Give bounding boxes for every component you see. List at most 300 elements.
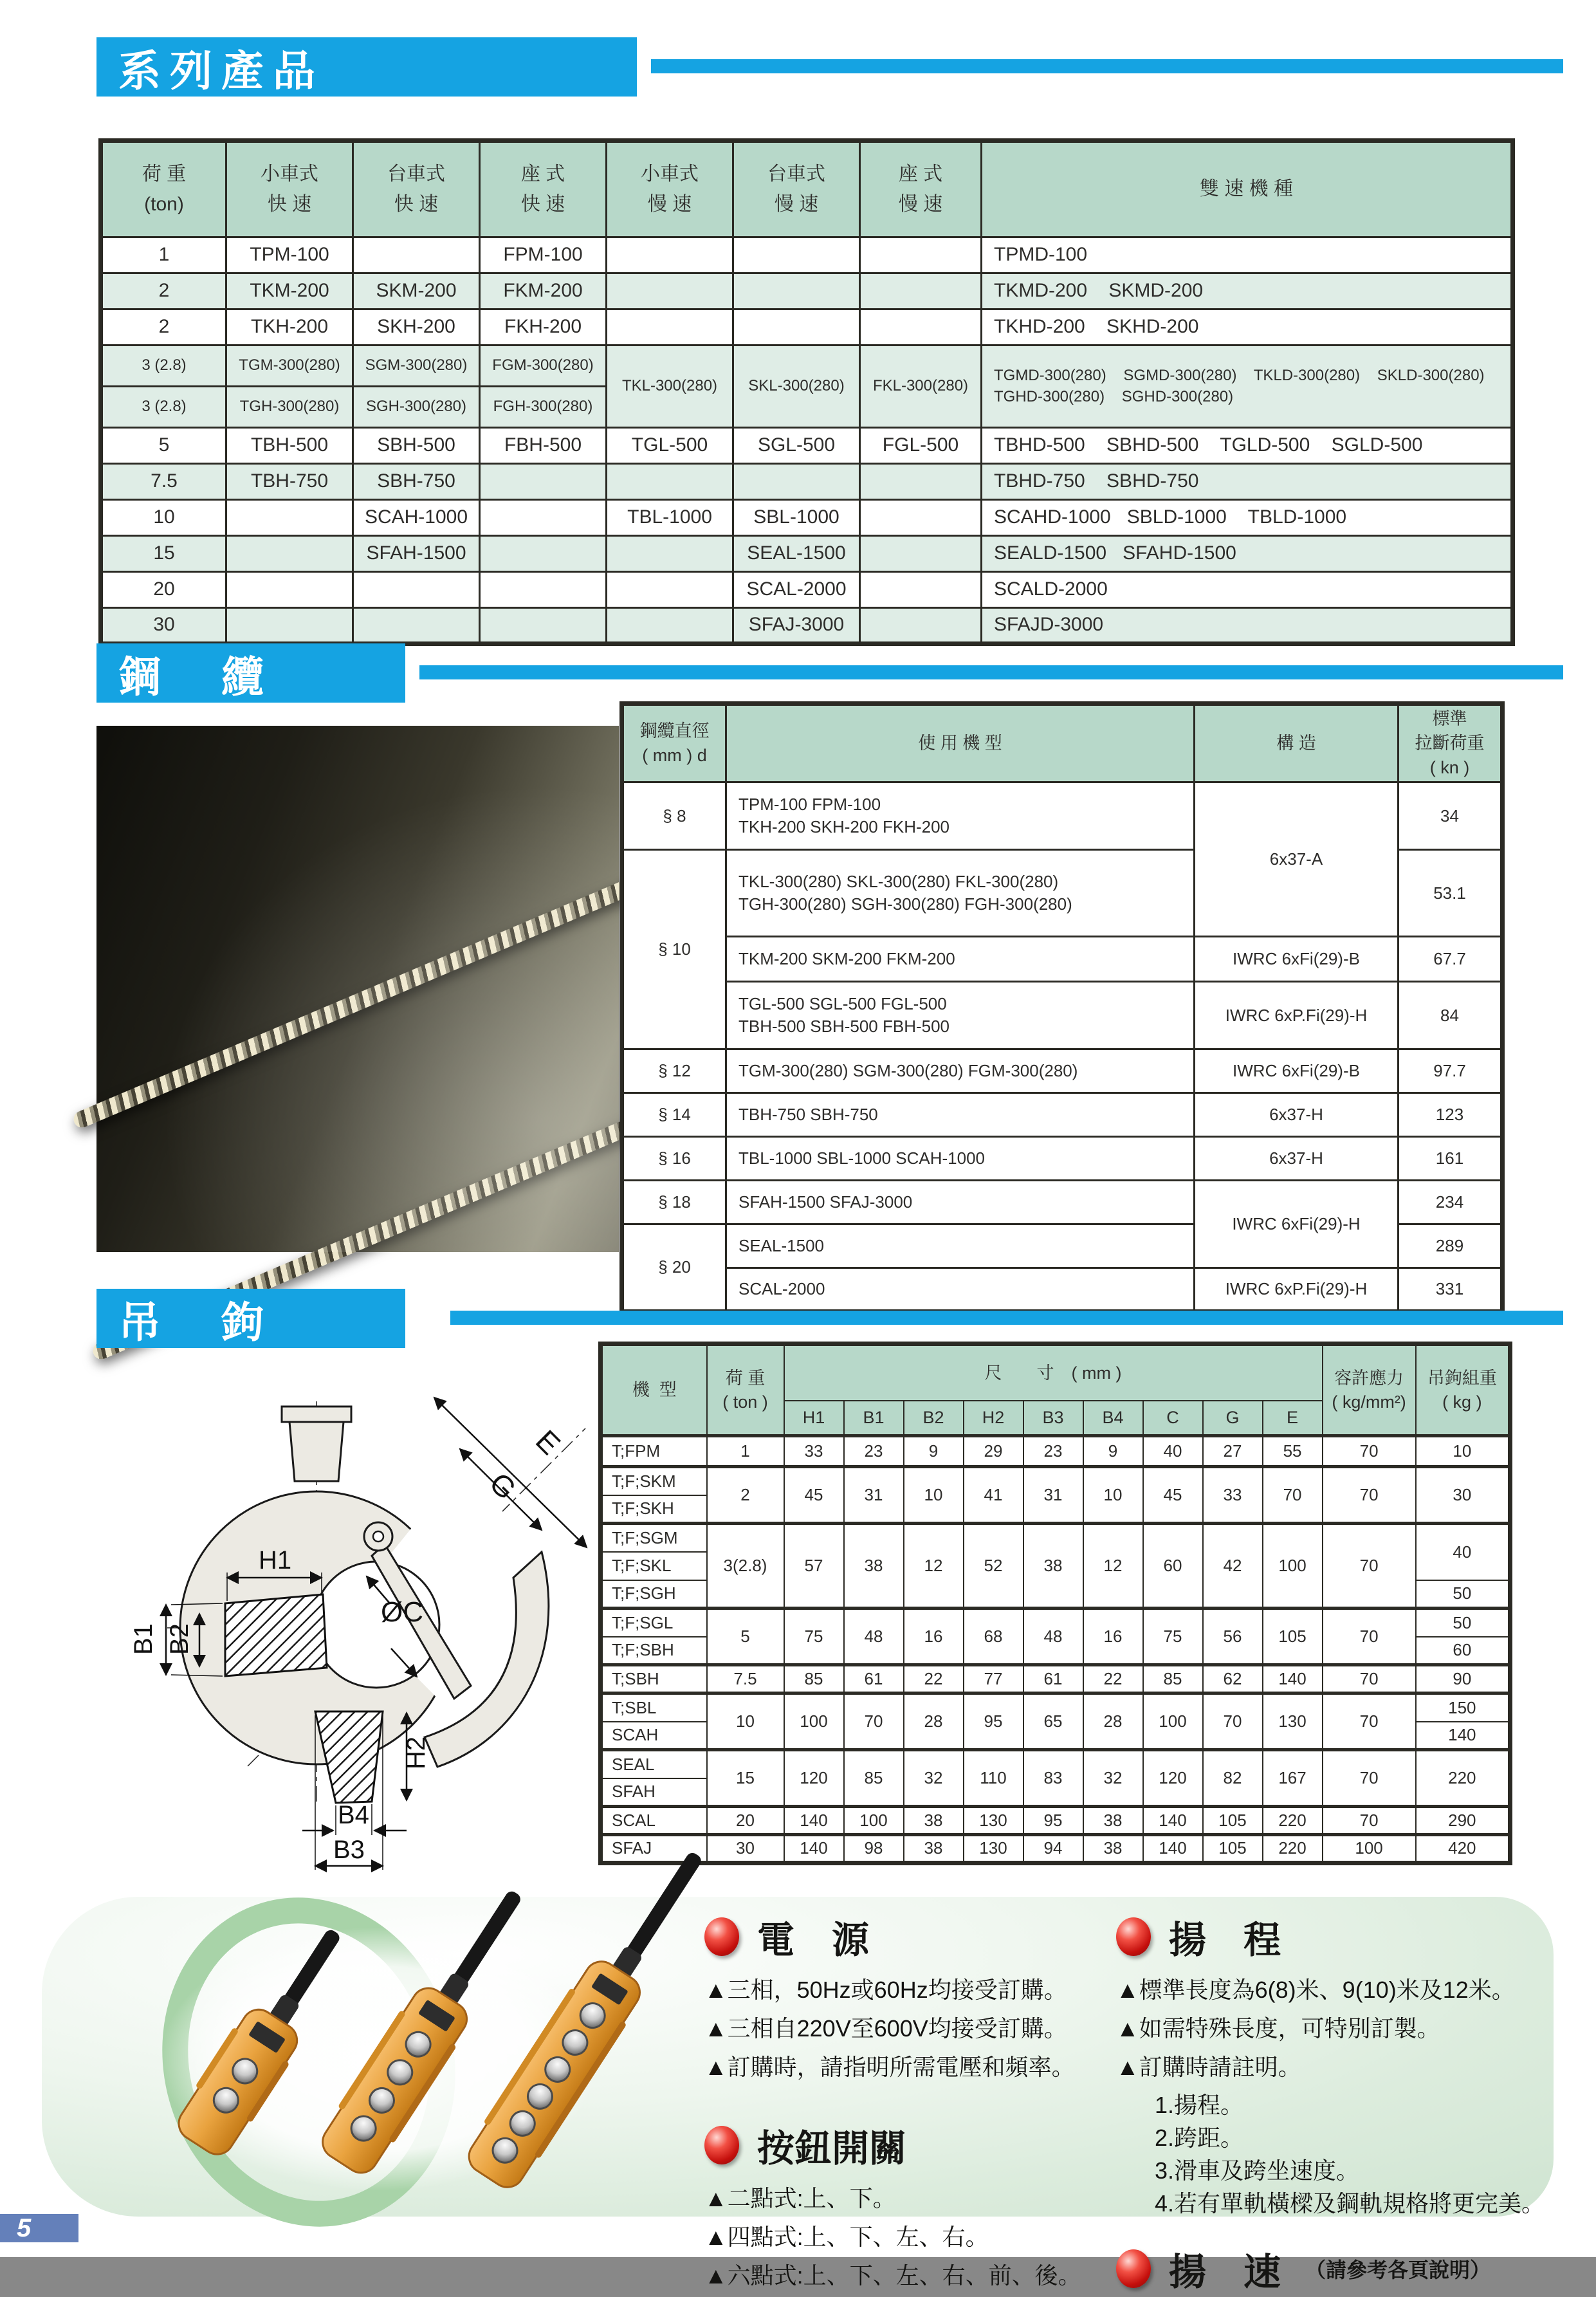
table-cell xyxy=(607,572,733,608)
table-cell: 22 xyxy=(1083,1665,1143,1693)
section-hatch-left xyxy=(225,1594,327,1676)
table-cell: 130 xyxy=(1263,1693,1323,1750)
table-cell: 16 xyxy=(1083,1609,1143,1665)
table-cell: 61 xyxy=(844,1665,904,1693)
table-cell: SFAH xyxy=(601,1778,707,1807)
table-cell xyxy=(860,536,982,572)
table-cell xyxy=(353,237,480,273)
table-cell: 140 xyxy=(1416,1722,1510,1750)
table-cell: 台車式 慢 速 xyxy=(733,141,860,237)
hook-dimension-table xyxy=(598,1342,1512,1865)
table-cell: T;FPM xyxy=(601,1436,707,1467)
table-cell: IWRC 6xFi(29)-H xyxy=(1195,1181,1399,1268)
hook-title-rule xyxy=(450,1311,1563,1325)
hook-outline xyxy=(180,1407,598,1767)
table-cell: SFAH-1500 xyxy=(353,536,480,572)
red-sphere-icon xyxy=(704,1917,739,1956)
table-cell xyxy=(480,464,607,500)
table-cell: 3 (2.8) xyxy=(101,387,226,428)
table-cell: 座 式 慢 速 xyxy=(860,141,982,237)
lift-section-title xyxy=(1116,1910,1554,1964)
table-cell xyxy=(860,608,982,644)
dim-label-g: G xyxy=(482,1466,523,1506)
table-cell: 12 xyxy=(1083,1524,1143,1609)
table-cell: FPM-100 xyxy=(480,237,607,273)
table-cell: T;F;SGL xyxy=(601,1609,707,1637)
red-sphere-icon xyxy=(1116,2249,1151,2288)
table-cell: 1 xyxy=(101,237,226,273)
table-cell: B1 xyxy=(844,1401,904,1436)
table-cell: 331 xyxy=(1399,1268,1503,1312)
table-cell: § 12 xyxy=(622,1049,726,1093)
table-cell: H1 xyxy=(784,1401,844,1436)
table-cell: 尺 寸 ( mm ) xyxy=(784,1344,1323,1401)
info-item: ▲三相，50Hz或60Hz均接受訂購。 xyxy=(704,1977,1067,2003)
dim-label-b3: B3 xyxy=(333,1836,365,1864)
section-title-series xyxy=(96,37,637,97)
hook-dimension-diagram xyxy=(90,1351,598,1879)
table-cell: 84 xyxy=(1399,982,1503,1049)
table-cell xyxy=(733,273,860,309)
table-cell: 29 xyxy=(964,1436,1023,1467)
table-cell: 70 xyxy=(1323,1665,1416,1693)
table-cell: 40 xyxy=(1143,1436,1203,1467)
info-item: ▲二點式:上、下。 xyxy=(704,2185,896,2211)
dim-label-b2: B2 xyxy=(165,1623,194,1655)
pendant-switches-image xyxy=(96,1917,695,2200)
table-cell: 97.7 xyxy=(1399,1049,1503,1093)
table-cell: IWRC 6xFi(29)-B xyxy=(1195,937,1399,982)
section-title-series-label: 系列產品 xyxy=(118,46,324,95)
table-cell: 38 xyxy=(844,1524,904,1609)
table-cell: 28 xyxy=(1083,1693,1143,1750)
table-cell: FGM-300(280) xyxy=(480,346,607,387)
table-cell: 38 xyxy=(1023,1524,1083,1609)
info-item: 3.滑車及跨坐速度。 xyxy=(1155,2157,1360,2184)
table-cell: 42 xyxy=(1203,1524,1263,1609)
table-cell: 83 xyxy=(1023,1750,1083,1807)
table-cell: 38 xyxy=(904,1835,964,1863)
table-cell: FKH-200 xyxy=(480,309,607,346)
table-cell: 234 xyxy=(1399,1181,1503,1224)
table-cell: SCAL-2000 xyxy=(733,572,860,608)
table-cell xyxy=(480,608,607,644)
table-cell: 67.7 xyxy=(1399,937,1503,982)
table-cell xyxy=(226,500,353,536)
table-cell xyxy=(860,500,982,536)
table-cell: 70 xyxy=(1323,1750,1416,1807)
buttons-section-title xyxy=(704,2118,1103,2172)
table-cell: TPM-100 FPM-100 TKH-200 SKH-200 FKH-200 xyxy=(726,782,1195,850)
table-cell: TBL-1000 SBL-1000 SCAH-1000 xyxy=(726,1137,1195,1181)
table-cell: 70 xyxy=(1323,1436,1416,1467)
table-cell: 75 xyxy=(784,1609,844,1665)
section-title-hook xyxy=(96,1289,405,1348)
table-cell: SCAL xyxy=(601,1807,707,1835)
table-cell: 70 xyxy=(844,1693,904,1750)
table-cell: 9 xyxy=(1083,1436,1143,1467)
table-cell: 31 xyxy=(844,1467,904,1524)
buttons-items xyxy=(704,2181,1103,2293)
info-item: ▲四點式:上、下、左、右。 xyxy=(704,2224,989,2250)
table-cell xyxy=(607,309,733,346)
table-cell: 7.5 xyxy=(707,1665,784,1693)
table-cell: 23 xyxy=(844,1436,904,1467)
table-cell: T;F;SKM xyxy=(601,1467,707,1495)
table-cell: 38 xyxy=(904,1807,964,1835)
table-cell: 10 xyxy=(904,1467,964,1524)
table-cell: 123 xyxy=(1399,1093,1503,1137)
table-cell: 150 xyxy=(1416,1693,1510,1722)
table-cell xyxy=(860,273,982,309)
table-cell: SCAH xyxy=(601,1722,707,1750)
section-title-cable xyxy=(96,643,405,703)
table-cell: SCALD-2000 xyxy=(982,572,1513,608)
table-cell: 27 xyxy=(1203,1436,1263,1467)
table-cell: 50 xyxy=(1416,1609,1510,1637)
table-cell: 荷 重 ( ton ) xyxy=(707,1344,784,1436)
table-cell: SGL-500 xyxy=(733,428,860,464)
table-cell: TGMD-300(280) SGMD-300(280) TKLD-300(280) SKLD-300(280) TGHD-300(280) SGHD-300(280) xyxy=(982,346,1513,428)
info-item: 2.跨距。 xyxy=(1155,2125,1244,2152)
table-cell: SFAJ-3000 xyxy=(733,608,860,644)
table-cell: C xyxy=(1143,1401,1203,1436)
table-cell xyxy=(860,464,982,500)
table-cell: TKM-200 SKM-200 FKM-200 xyxy=(726,937,1195,982)
table-cell: 32 xyxy=(904,1750,964,1807)
table-cell: 15 xyxy=(101,536,226,572)
table-cell: SCAHD-1000 SBLD-1000 TBLD-1000 xyxy=(982,500,1513,536)
table-cell: 94 xyxy=(1023,1835,1083,1863)
table-cell: 70 xyxy=(1323,1467,1416,1524)
table-cell xyxy=(607,273,733,309)
table-cell: B3 xyxy=(1023,1401,1083,1436)
speed-title-label: 揚 速 xyxy=(1169,2251,1281,2294)
page-number: 5 xyxy=(17,2213,32,2242)
table-cell: 3(2.8) xyxy=(707,1524,784,1609)
lift-numbered-items xyxy=(1155,2089,1554,2220)
section-title-cable-label: 鋼 纜 xyxy=(118,652,273,701)
table-cell: TPM-100 xyxy=(226,237,353,273)
table-cell: 90 xyxy=(1416,1665,1510,1693)
power-items xyxy=(704,1973,1103,2085)
table-cell: SBH-750 xyxy=(353,464,480,500)
table-cell: 100 xyxy=(844,1807,904,1835)
table-cell: 85 xyxy=(1143,1665,1203,1693)
table-cell: 105 xyxy=(1263,1609,1323,1665)
table-cell: 座 式 快 速 xyxy=(480,141,607,237)
table-cell: 23 xyxy=(1023,1436,1083,1467)
table-cell xyxy=(860,309,982,346)
table-cell: § 14 xyxy=(622,1093,726,1137)
table-cell: 85 xyxy=(784,1665,844,1693)
table-cell: 289 xyxy=(1399,1224,1503,1268)
table-cell: 構 造 xyxy=(1195,704,1399,782)
table-cell xyxy=(733,464,860,500)
table-cell: 100 xyxy=(1143,1693,1203,1750)
page-number-badge xyxy=(0,2214,78,2242)
table-cell: 34 xyxy=(1399,782,1503,850)
table-cell xyxy=(607,536,733,572)
table-cell: 140 xyxy=(1143,1807,1203,1835)
table-cell: 60 xyxy=(1143,1524,1203,1609)
red-sphere-icon xyxy=(704,2126,739,2164)
table-cell: 5 xyxy=(707,1609,784,1665)
table-cell: FBH-500 xyxy=(480,428,607,464)
table-cell: 40 xyxy=(1416,1524,1510,1580)
table-cell: SGM-300(280) xyxy=(353,346,480,387)
table-cell: 105 xyxy=(1203,1807,1263,1835)
info-column-left xyxy=(704,1910,1103,2297)
info-item: ▲訂購時，請指明所需電壓和頻率。 xyxy=(704,2054,1075,2080)
table-cell: TBHD-500 SBHD-500 TGLD-500 SGLD-500 xyxy=(982,428,1513,464)
table-cell: 100 xyxy=(1323,1835,1416,1863)
dim-label-e: E xyxy=(529,1423,567,1461)
table-cell xyxy=(607,237,733,273)
table-cell: 荷 重 (ton) xyxy=(101,141,226,237)
lift-items xyxy=(1116,1973,1554,2085)
table-cell: 130 xyxy=(964,1835,1023,1863)
table-cell: TGH-300(280) xyxy=(226,387,353,428)
table-cell: 77 xyxy=(964,1665,1023,1693)
table-cell: TKMD-200 SKMD-200 xyxy=(982,273,1513,309)
info-column-right xyxy=(1116,1910,1554,2296)
table-cell: G xyxy=(1203,1401,1263,1436)
table-cell: 吊鉤組重 ( kg ) xyxy=(1416,1344,1510,1436)
table-cell: 70 xyxy=(1323,1693,1416,1750)
table-cell: § 20 xyxy=(622,1224,726,1312)
table-cell: IWRC 6xP.Fi(29)-H xyxy=(1195,1268,1399,1312)
table-cell: 48 xyxy=(844,1609,904,1665)
table-cell: TKM-200 xyxy=(226,273,353,309)
table-cell: TBH-750 SBH-750 xyxy=(726,1093,1195,1137)
table-cell xyxy=(733,237,860,273)
table-cell: TKL-300(280) xyxy=(607,346,733,428)
table-cell: FGH-300(280) xyxy=(480,387,607,428)
table-cell: SEAL-1500 xyxy=(726,1224,1195,1268)
table-cell: IWRC 6xP.Fi(29)-H xyxy=(1195,982,1399,1049)
table-cell: 22 xyxy=(904,1665,964,1693)
table-cell: 70 xyxy=(1323,1524,1416,1609)
table-cell: 10 xyxy=(101,500,226,536)
table-cell: 6x37-H xyxy=(1195,1137,1399,1181)
table-cell: 57 xyxy=(784,1524,844,1609)
table-cell: TGL-500 SGL-500 FGL-500 TBH-500 SBH-500 FBH-500 xyxy=(726,982,1195,1049)
table-cell: 100 xyxy=(1263,1524,1323,1609)
table-cell: 68 xyxy=(964,1609,1023,1665)
table-cell: 28 xyxy=(904,1693,964,1750)
table-cell: 95 xyxy=(1023,1807,1083,1835)
table-cell: 小車式 快 速 xyxy=(226,141,353,237)
speed-note: （請參考各頁說明） xyxy=(1305,2258,1491,2282)
info-item: ▲標準長度為6(8)米、9(10)米及12米。 xyxy=(1116,1977,1515,2003)
table-cell: 5 xyxy=(101,428,226,464)
series-title-rule xyxy=(651,59,1563,73)
table-cell: SKH-200 xyxy=(353,309,480,346)
table-cell: 130 xyxy=(964,1807,1023,1835)
dim-label-oc: ØC xyxy=(381,1596,423,1628)
table-cell: 10 xyxy=(1416,1436,1510,1467)
table-cell: SEALD-1500 SFAHD-1500 xyxy=(982,536,1513,572)
table-cell: SCAH-1000 xyxy=(353,500,480,536)
table-cell: T;F;SKH xyxy=(601,1495,707,1524)
table-cell: 33 xyxy=(784,1436,844,1467)
table-cell xyxy=(226,572,353,608)
table-cell xyxy=(226,608,353,644)
table-cell: 12 xyxy=(904,1524,964,1609)
table-cell: 60 xyxy=(1416,1637,1510,1665)
table-cell: 70 xyxy=(1263,1467,1323,1524)
table-cell: SFAH-1500 SFAJ-3000 xyxy=(726,1181,1195,1224)
table-cell: 2 xyxy=(101,309,226,346)
power-section-title xyxy=(704,1910,1103,1964)
table-cell xyxy=(353,572,480,608)
info-item: 4.若有單軌橫樑及鋼軌規格將更完美。 xyxy=(1155,2190,1545,2217)
table-cell: 雙 速 機 種 xyxy=(982,141,1513,237)
table-cell xyxy=(860,572,982,608)
table-cell: 41 xyxy=(964,1467,1023,1524)
table-cell: 220 xyxy=(1416,1750,1510,1807)
table-cell: 82 xyxy=(1203,1750,1263,1807)
red-sphere-icon xyxy=(1116,1917,1151,1956)
table-cell: 10 xyxy=(1083,1467,1143,1524)
table-cell: 56 xyxy=(1203,1609,1263,1665)
table-cell: T;F;SGH xyxy=(601,1580,707,1609)
table-cell: 53.1 xyxy=(1399,850,1503,937)
table-cell: 55 xyxy=(1263,1436,1323,1467)
table-cell: T;F;SKL xyxy=(601,1552,707,1580)
table-cell: 220 xyxy=(1263,1807,1323,1835)
table-cell: 45 xyxy=(784,1467,844,1524)
table-cell: 容許應力 ( kg/mm²) xyxy=(1323,1344,1416,1436)
info-item: ▲三相自220V至600V均接受訂購。 xyxy=(704,2015,1067,2042)
table-cell: 70 xyxy=(1323,1609,1416,1665)
table-cell: TBH-500 xyxy=(226,428,353,464)
table-cell: TKHD-200 SKHD-200 xyxy=(982,309,1513,346)
table-cell: SKL-300(280) xyxy=(733,346,860,428)
power-title-label: 電 源 xyxy=(757,1919,870,1961)
table-cell: TBH-750 xyxy=(226,464,353,500)
table-cell xyxy=(353,608,480,644)
table-cell: § 18 xyxy=(622,1181,726,1224)
dim-label-b4: B4 xyxy=(338,1801,369,1829)
table-cell: 140 xyxy=(1263,1665,1323,1693)
table-cell: 120 xyxy=(784,1750,844,1807)
table-cell: T;SBL xyxy=(601,1693,707,1722)
table-cell xyxy=(607,464,733,500)
table-cell: SFAJ xyxy=(601,1835,707,1863)
buttons-title-label: 按鈕開關 xyxy=(757,2128,907,2170)
table-cell: 20 xyxy=(707,1807,784,1835)
dim-label-b1: B1 xyxy=(129,1623,158,1655)
table-cell: H2 xyxy=(964,1401,1023,1436)
table-cell: 38 xyxy=(1083,1835,1143,1863)
table-cell: 420 xyxy=(1416,1835,1510,1863)
table-cell: 85 xyxy=(844,1750,904,1807)
table-cell: SFAJD-3000 xyxy=(982,608,1513,644)
table-cell: 140 xyxy=(1143,1835,1203,1863)
table-cell: 50 xyxy=(1416,1580,1510,1609)
table-cell: IWRC 6xFi(29)-B xyxy=(1195,1049,1399,1093)
table-cell: T;F;SGM xyxy=(601,1524,707,1552)
table-cell: TGM-300(280) SGM-300(280) FGM-300(280) xyxy=(726,1049,1195,1093)
cable-title-rule xyxy=(419,665,1563,679)
table-cell xyxy=(480,500,607,536)
table-cell: 140 xyxy=(784,1807,844,1835)
section-title-hook-label: 吊 鉤 xyxy=(118,1298,273,1346)
table-cell: T;F;SBH xyxy=(601,1637,707,1665)
photo-light-sheen xyxy=(96,726,619,1252)
table-cell: 標準 拉斷荷重 ( kn ) xyxy=(1399,704,1503,782)
info-item: 1.揚程。 xyxy=(1155,2092,1244,2118)
info-item: ▲訂購時請註明。 xyxy=(1116,2054,1301,2080)
table-cell: 105 xyxy=(1203,1835,1263,1863)
table-cell: 290 xyxy=(1416,1807,1510,1835)
table-cell: 2 xyxy=(707,1467,784,1524)
table-cell xyxy=(733,309,860,346)
table-cell: 140 xyxy=(784,1835,844,1863)
steel-cable-photo xyxy=(96,726,619,1252)
table-cell: 167 xyxy=(1263,1750,1323,1807)
table-cell: FGL-500 xyxy=(860,428,982,464)
table-cell: 16 xyxy=(904,1609,964,1665)
table-cell: § 16 xyxy=(622,1137,726,1181)
steel-cable-table xyxy=(619,701,1505,1314)
table-cell: 33 xyxy=(1203,1467,1263,1524)
table-cell: SGH-300(280) xyxy=(353,387,480,428)
section-hatch-bottom xyxy=(315,1711,383,1803)
table-cell: E xyxy=(1263,1401,1323,1436)
table-cell: FKM-200 xyxy=(480,273,607,309)
table-cell xyxy=(607,608,733,644)
table-cell: 62 xyxy=(1203,1665,1263,1693)
table-cell: 使 用 機 型 xyxy=(726,704,1195,782)
table-cell: TGL-500 xyxy=(607,428,733,464)
table-cell: TGM-300(280) xyxy=(226,346,353,387)
table-cell: SEAL-1500 xyxy=(733,536,860,572)
table-cell: 30 xyxy=(101,608,226,644)
table-cell: 70 xyxy=(1203,1693,1263,1750)
table-cell: SCAL-2000 xyxy=(726,1268,1195,1312)
table-cell xyxy=(860,237,982,273)
dim-label-h2: H2 xyxy=(402,1736,430,1769)
table-cell: 30 xyxy=(1416,1467,1510,1524)
table-cell: B2 xyxy=(904,1401,964,1436)
table-cell: 52 xyxy=(964,1524,1023,1609)
series-products-table xyxy=(98,138,1515,646)
table-cell: SBH-500 xyxy=(353,428,480,464)
table-cell: 30 xyxy=(707,1835,784,1863)
table-cell: SKM-200 xyxy=(353,273,480,309)
table-cell: 9 xyxy=(904,1436,964,1467)
table-cell: B4 xyxy=(1083,1401,1143,1436)
table-cell: TKH-200 xyxy=(226,309,353,346)
table-cell: 161 xyxy=(1399,1137,1503,1181)
table-cell: 台車式 快 速 xyxy=(353,141,480,237)
table-cell xyxy=(480,536,607,572)
table-cell: 48 xyxy=(1023,1609,1083,1665)
table-cell: TBHD-750 SBHD-750 xyxy=(982,464,1513,500)
table-cell: 7.5 xyxy=(101,464,226,500)
table-cell: 65 xyxy=(1023,1693,1083,1750)
dim-label-h1: H1 xyxy=(259,1546,292,1574)
table-cell: 15 xyxy=(707,1750,784,1807)
table-cell: 98 xyxy=(844,1835,904,1863)
table-cell: SBL-1000 xyxy=(733,500,860,536)
table-cell: 45 xyxy=(1143,1467,1203,1524)
table-cell: 75 xyxy=(1143,1609,1203,1665)
table-cell: § 8 xyxy=(622,782,726,850)
